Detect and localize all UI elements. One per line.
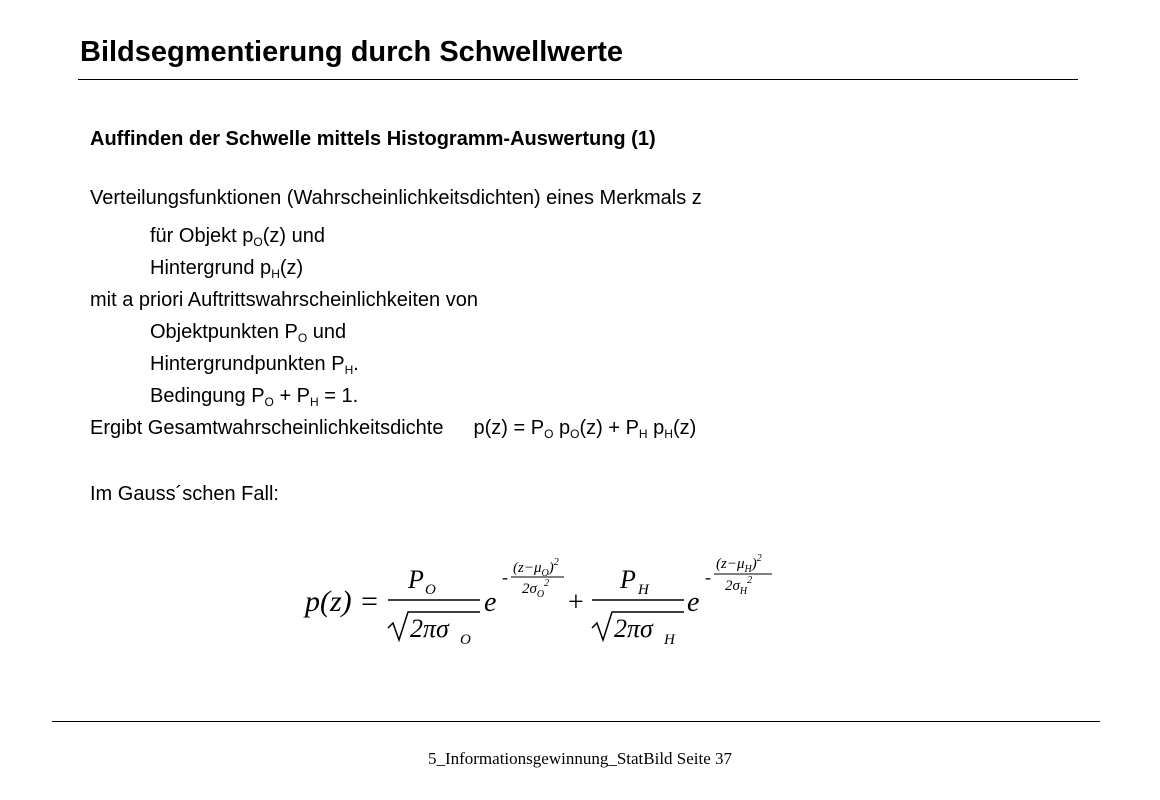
term2-denominator-sub: H [664,632,675,648]
gauss-formula [300,548,800,648]
slide-title: Bildsegmentierung durch Schwellwerte [80,36,624,68]
body-line-5: Objektpunkten $P_O$ und [150,321,347,345]
body-line-3: Hintergrund $p_H(z)$ [150,257,304,281]
term1-exp-numerator: $(z-\mu_O)^2$ [513,557,559,579]
term2-exp-numerator: $(z-\mu_H)^2$ [716,553,762,575]
term1-exp-minus: - [502,567,508,587]
body-line-8 [90,416,696,440]
gauss-formula-graphic [300,548,800,648]
body-line-4: mit a priori Auftrittswahrscheinlichkeiten von [90,289,478,311]
body-line-6: Hintergrundpunkten $P_H$. [150,353,359,377]
body-line-9: Im Gauss´schen Fall: [90,483,279,505]
footer-divider [52,721,1100,722]
density-label: Ergibt Gesamtwahrscheinlichkeitsdichte [90,417,444,439]
density-formula: $p(z) = P_O$ $p_O(z) + P_H$ $p_H(z)$ [473,417,697,441]
title-divider [78,79,1078,80]
page-footer: 5_Informationsgewinnung_StatBild Seite 37 [427,749,733,768]
body-line-1: Verteilungsfunktionen (Wahrscheinlichkeitsdichten) eines Merkmals z [90,187,702,209]
term2-denominator: 2πσ [614,614,653,643]
formula-plus: + [568,587,584,618]
term1-numerator-sub: O [425,582,436,598]
term2-exp-denominator: $2\sigma_H^2$ [725,575,753,597]
body-line-7: Bedingung $P_O + P_H = 1$. [150,385,359,409]
term2-exp-minus: - [705,567,711,587]
term2-numerator-sub: H [638,582,649,598]
term1-denominator-sub: O [460,632,471,648]
section-heading: Auffinden der Schwelle mittels Histogramm-Auswertung (1) [90,128,656,150]
term1-numerator: P [408,565,424,594]
term1-denominator: 2πσ [410,614,449,643]
term1-exp-denominator: $2\sigma_O^2$ [522,578,550,600]
term1-e: e [484,587,497,618]
body-line-2: für Objekt $p_O(z)$ und [150,225,325,249]
term2-numerator: P [620,565,636,594]
formula-lhs: p(z) = [305,585,380,618]
term2-e: e [687,587,700,618]
